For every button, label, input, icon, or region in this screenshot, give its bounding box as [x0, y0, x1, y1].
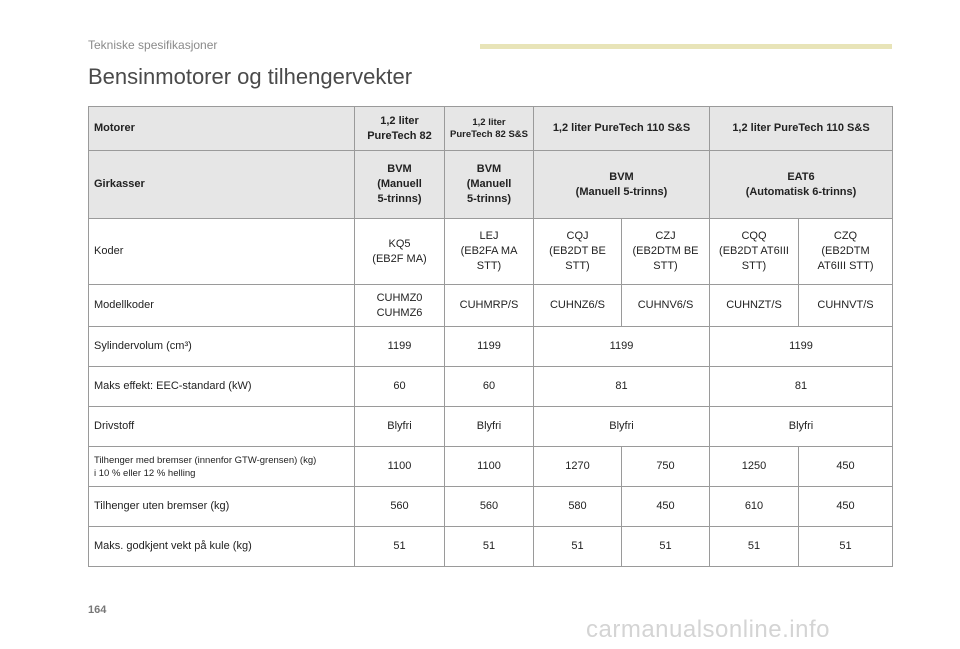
- cell: 1199: [710, 327, 893, 367]
- row-girkasser: [89, 151, 893, 219]
- page-title: Bensinmotorer og tilhengervekter: [88, 64, 413, 89]
- cell: 1100: [355, 447, 445, 487]
- cell: 51: [710, 527, 799, 567]
- cell: 1100: [445, 447, 534, 487]
- spec-table: [88, 106, 893, 567]
- cell: 1,2 liter PureTech 110 S&S: [710, 107, 893, 151]
- cell: 750: [622, 447, 710, 487]
- cell: 51: [799, 527, 893, 567]
- cell: 51: [622, 527, 710, 567]
- cell: CUHNZT/S: [710, 285, 799, 327]
- row-label: Tilhenger med bremser (innenfor GTW-grensen) (kg) i 10 % eller 12 % helling: [89, 447, 355, 487]
- row-modellkoder: [89, 285, 893, 327]
- cell: 1,2 liter PureTech 110 S&S: [534, 107, 710, 151]
- cell: 560: [355, 487, 445, 527]
- cell: 60: [355, 367, 445, 407]
- cell: CUHMRP/S: [445, 285, 534, 327]
- cell: 1199: [534, 327, 710, 367]
- watermark-text: carmanualsonline.info: [586, 616, 830, 643]
- row-label: Motorer: [89, 107, 355, 151]
- cell: 560: [445, 487, 534, 527]
- row-tilhenger-med-bremser: [89, 447, 893, 487]
- cell: EAT6 (Automatisk 6-trinns): [710, 151, 893, 219]
- row-motorer: [89, 107, 893, 151]
- cell: 81: [710, 367, 893, 407]
- cell: 450: [799, 487, 893, 527]
- row-effekt: [89, 367, 893, 407]
- row-label: Maks. godkjent vekt på kule (kg): [89, 527, 355, 567]
- section-label: Tekniske spesifikasjoner: [88, 38, 218, 52]
- cell: 1250: [710, 447, 799, 487]
- cell: BVM (Manuell 5-trinns): [355, 151, 445, 219]
- cell: CZQ (EB2DTM AT6III STT): [799, 219, 893, 285]
- row-label: Maks effekt: EEC-standard (kW): [89, 367, 355, 407]
- cell: 1,2 liter PureTech 82 S&S: [445, 107, 534, 151]
- cell: 51: [534, 527, 622, 567]
- cell: 610: [710, 487, 799, 527]
- cell: 1270: [534, 447, 622, 487]
- cell: 81: [534, 367, 710, 407]
- cell: 1199: [445, 327, 534, 367]
- row-label: Sylindervolum (cm³): [89, 327, 355, 367]
- cell: CZJ (EB2DTM BE STT): [622, 219, 710, 285]
- cell: CUHNVT/S: [799, 285, 893, 327]
- cell: 60: [445, 367, 534, 407]
- cell: Blyfri: [534, 407, 710, 447]
- row-tilhenger-uten-bremser: [89, 487, 893, 527]
- cell: LEJ (EB2FA MA STT): [445, 219, 534, 285]
- page-number: 164: [88, 604, 107, 616]
- row-sylindervolum: [89, 327, 893, 367]
- cell: BVM (Manuell 5-trinns): [534, 151, 710, 219]
- cell: CUHMZ0 CUHMZ6: [355, 285, 445, 327]
- cell: 450: [799, 447, 893, 487]
- cell: KQ5 (EB2F MA): [355, 219, 445, 285]
- row-vekt-pa-kule: [89, 527, 893, 567]
- row-label: Koder: [89, 219, 355, 285]
- cell: Blyfri: [355, 407, 445, 447]
- row-koder: [89, 219, 893, 285]
- section-header-bar: [480, 44, 892, 49]
- row-label: Drivstoff: [89, 407, 355, 447]
- cell: CQJ (EB2DT BE STT): [534, 219, 622, 285]
- cell: BVM (Manuell 5-trinns): [445, 151, 534, 219]
- cell: 1199: [355, 327, 445, 367]
- cell: 580: [534, 487, 622, 527]
- cell: CQQ (EB2DT AT6III STT): [710, 219, 799, 285]
- cell: Blyfri: [710, 407, 893, 447]
- cell: 1,2 liter PureTech 82: [355, 107, 445, 151]
- cell: CUHNZ6/S: [534, 285, 622, 327]
- row-drivstoff: [89, 407, 893, 447]
- row-label: Modellkoder: [89, 285, 355, 327]
- row-label: Girkasser: [89, 151, 355, 219]
- cell: Blyfri: [445, 407, 534, 447]
- cell: 51: [355, 527, 445, 567]
- row-label: Tilhenger uten bremser (kg): [89, 487, 355, 527]
- cell: 450: [622, 487, 710, 527]
- cell: CUHNV6/S: [622, 285, 710, 327]
- cell: 51: [445, 527, 534, 567]
